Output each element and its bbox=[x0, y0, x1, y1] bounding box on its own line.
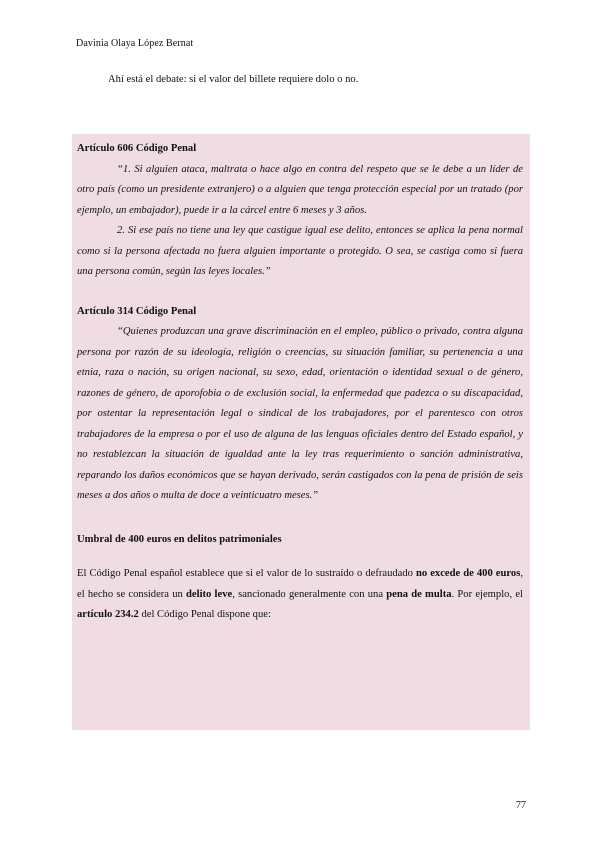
umbral-text-5: del Código Penal dispone que: bbox=[138, 609, 271, 620]
box-content bbox=[77, 139, 523, 626]
article-606-heading: Artículo 606 Código Penal bbox=[77, 143, 197, 154]
article-606-paragraph-1: “1. Si alguien ataca, maltrata o hace algo en contra del respeto que se le debe a un líder de otro país (como un presidente extranjero) o a alguien que tenga protección especial por un tratado (por ejemplo, un embajador), puede ir a la cárcel entre 6 meses y 3 años. bbox=[77, 163, 523, 216]
intro-paragraph: Ahí está el debate: si el valor del billete requiere dolo o no. bbox=[108, 74, 359, 85]
umbral-bold-article: artículo 234.2 bbox=[77, 609, 139, 620]
highlighted-box bbox=[72, 134, 530, 730]
umbral-bold-delito-leve: delito leve bbox=[186, 588, 233, 600]
page-header-author: Davinia Olaya López Bernat bbox=[76, 38, 194, 49]
page-number: 77 bbox=[516, 800, 526, 811]
article-606-paragraph-2: 2. Si ese país no tiene una ley que castigue igual ese delito, entonces se aplica la pena normal como si la persona afectada no fuera alguien importante o protegido. O sea, se castiga como si fuera una persona común, según las leyes locales.” bbox=[77, 225, 523, 277]
article-314-paragraph: “Quienes produzcan una grave discriminación en el empleo, público o privado, contra alguna persona por razón de su ideología, religión o creencias, su situación familiar, su pertenencia a una etnia, raza o nación, su origen nacional, su sexo, edad, orientación o identidad sexual o de género, razones de género, de aporofobia o de exclusión social, la enfermedad que padezca o su discapacidad, por ostentar la representación legal o sindical de los trabajadores, por el parentesco con otros trabajadores de la empresa o por el uso de alguna de las lenguas oficiales dentro del Estado español, y no restablezcan la situación de igualdad ante la ley tras requerimiento o sanción administrativa, reparando los daños económicos que se hayan derivado, serán castigados con la pena de prisión de seis meses a dos años o multa de doce a veinticuatro meses.” bbox=[77, 326, 523, 501]
umbral-paragraph bbox=[77, 564, 523, 626]
umbral-text-4: . Por ejemplo, el bbox=[451, 588, 523, 600]
umbral-bold-pena-multa: pena de multa bbox=[386, 588, 452, 600]
umbral-text-1: El Código Penal español establece que si el valor de lo sustraído o defraudado bbox=[77, 568, 416, 579]
article-314-heading: Artículo 314 Código Penal bbox=[77, 305, 197, 317]
umbral-text-2: , el hecho se considera un bbox=[77, 568, 523, 600]
umbral-bold-limit: no excede de 400 euros bbox=[416, 568, 521, 579]
umbral-text-3: , sancionado generalmente con una bbox=[232, 588, 387, 600]
umbral-heading: Umbral de 400 euros en delitos patrimoniales bbox=[77, 533, 282, 545]
